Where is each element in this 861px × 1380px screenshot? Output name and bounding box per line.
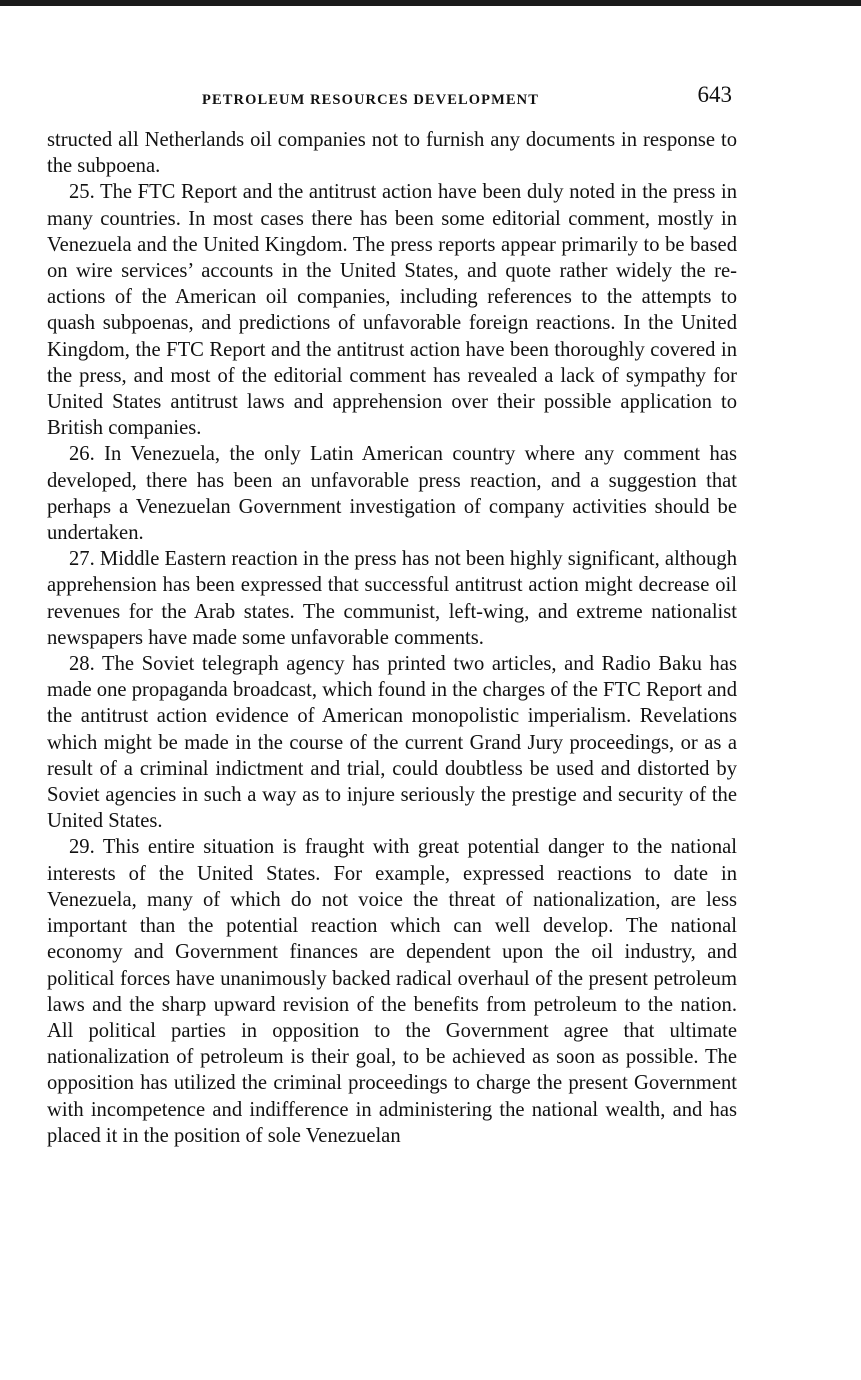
page-number: 643 bbox=[697, 82, 732, 107]
paragraph-28: 28. The Soviet telegraph agency has printed two articles, and Radio Baku has made one propaganda broadcast, which found in the charges of the FTC Report and the antitrust action evidence of American monopolistic imperialism. Revelations which might be made in the course of the current Grand Jury proceedings, or as a result of a criminal indictment and trial, could doubtless be used and distorted by Soviet agencies in such a way as to injure seriously the prestige and security of the United States. bbox=[47, 653, 737, 833]
running-title: PETROLEUM RESOURCES DEVELOPMENT bbox=[202, 92, 540, 108]
paragraph-continued: structed all Netherlands oil companies not to furnish any documents in response to the subpoena. bbox=[47, 129, 737, 178]
paragraph-27: 27. Middle Eastern reaction in the press has not been highly significant, although apprehension has been expressed that successful antitrust action might decrease oil revenues for the Arab states. The communist, left-wing, and extreme nationalist newspapers have made some unfavorable comments. bbox=[47, 548, 737, 649]
page-header bbox=[47, 82, 737, 118]
document-body bbox=[47, 127, 737, 1149]
page-top-border bbox=[0, 0, 861, 6]
paragraph-29: 29. This entire situation is fraught with great potential danger to the national interests of the United States. For example, expressed reactions to date in Venezuela, many of which do not voice the threat of nationalization, are less important than the potential reaction which can well develop. The national economy and Government finances are dependent upon the oil industry, and political forces have unanimously backed radical overhaul of the present petroleum laws and the sharp upward revision of the benefits from petroleum to the nation. All political parties in opposition to the Government agree that ultimate nationalization of petroleum is their goal, to be achieved as soon as possible. The opposition has utilized the criminal proceedings to charge the present Government with incompetence and indifference in administering the national wealth, and has placed it in the position of sole Venezuelan bbox=[47, 836, 737, 1147]
paragraph-25: 25. The FTC Report and the antitrust action have been duly noted in the press in many countries. In most cases there has been some editorial comment, mostly in Venezuela and the United Kingdom. The press reports appear primarily to be based on wire services’ accounts in the United States, and quote rather widely the reactions of the American oil companies, including references to the attempts to quash subpoenas, and predictions of unfavorable foreign reactions. In the United Kingdom, the FTC Report and the antitrust action have been thoroughly covered in the press, and most of the editorial comment has revealed a lack of sympathy for United States antitrust laws and apprehension over their possible application to British companies. bbox=[47, 181, 737, 440]
paragraph-26: 26. In Venezuela, the only Latin American country where any comment has developed, there has been an unfavorable press reaction, and a suggestion that perhaps a Venezuelan Government investigation of company activities should be undertaken. bbox=[47, 443, 737, 545]
